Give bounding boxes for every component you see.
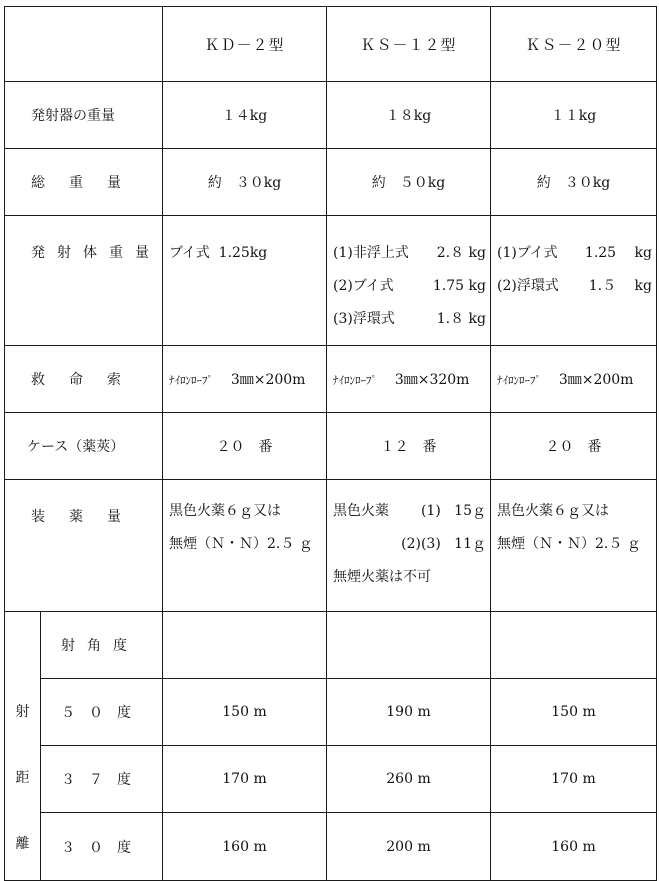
projectile-ks20-value-1: 1.25 kg — [584, 245, 652, 261]
case-ks20: ２０ 番 — [491, 413, 657, 480]
specification-table — [4, 6, 657, 881]
charge-ks20 — [491, 480, 657, 612]
charge-ks12-name-1: 黒色火薬 — [333, 503, 389, 519]
projectile-ks12-name-3: (3)浮環式 — [333, 311, 395, 327]
angle-header-kd2 — [163, 612, 327, 679]
charge-kd2 — [163, 480, 327, 612]
charge-ks12-value-2: 11ｇ — [454, 536, 486, 552]
projectile-weight-ks12 — [327, 216, 491, 346]
range-50-ks12: 190 m — [327, 679, 491, 746]
charge-ks20-line-1: 黒色火薬６ｇ又は — [497, 503, 609, 519]
angle-header-ks12 — [327, 612, 491, 679]
rope-ks12-type: ﾅｲﾛﾝﾛｰﾌﾟ — [333, 374, 377, 387]
projectile-weight-label: 発射体重量 — [5, 216, 163, 346]
projectile-weight-ks20 — [491, 216, 657, 346]
projectile-ks12-name-1: (1)非浮上式 — [333, 245, 409, 261]
charge-ks12-sub-2: (2)(3) — [401, 536, 441, 552]
range-30-ks12: 200 m — [327, 813, 491, 881]
projectile-kd2-name: ブイ式 — [169, 245, 210, 261]
total-weight-label: 総重量 — [5, 149, 163, 216]
rope-kd2 — [163, 346, 327, 413]
header-row — [5, 7, 657, 82]
total-weight-row — [5, 149, 657, 216]
range-angle-50: ５ ０ 度 — [41, 679, 163, 746]
total-weight-ks20: 約 ３０kg — [491, 149, 657, 216]
range-30-ks20: 160 m — [491, 813, 657, 881]
case-ks12: １２ 番 — [327, 413, 491, 480]
projectile-kd2-value: 1.25kg — [218, 245, 268, 261]
range-side-label — [5, 612, 41, 881]
range-30-kd2: 160 m — [163, 813, 327, 881]
rope-row — [5, 346, 657, 413]
charge-ks20-line-2: 無煙（Ｎ・Ｎ）2.５ ｇ — [497, 536, 641, 552]
projectile-ks20-name-1: (1)ブイ式 — [497, 245, 558, 261]
projectile-ks20-name-2: (2)浮環式 — [497, 278, 559, 294]
launcher-weight-ks20: １１kg — [491, 82, 657, 149]
range-row — [5, 746, 657, 813]
rope-ks20-type: ﾅｲﾛﾝﾛｰﾌﾟ — [497, 374, 541, 387]
launcher-weight-label: 発射器の重量 — [5, 82, 163, 149]
projectile-ks12-name-2: (2)ブイ式 — [333, 278, 394, 294]
corner-cell — [5, 7, 163, 82]
range-50-ks20: 150 m — [491, 679, 657, 746]
rope-ks20 — [491, 346, 657, 413]
rope-ks20-spec: 3㎜×200m — [558, 372, 634, 388]
charge-row — [5, 480, 657, 612]
range-50-kd2: 150 m — [163, 679, 327, 746]
range-angle-37: ３ ７ 度 — [41, 746, 163, 813]
projectile-ks12-value-1: 2.８ kg — [436, 245, 486, 261]
angle-header-label: 射角度 — [41, 612, 163, 679]
range-37-ks20: 170 m — [491, 746, 657, 813]
range-side-char-1: 射 — [15, 704, 30, 720]
total-weight-ks12: 約 ５０kg — [327, 149, 491, 216]
range-37-ks12: 260 m — [327, 746, 491, 813]
projectile-ks12-value-3: 1.８ kg — [436, 311, 486, 327]
rope-kd2-type: ﾅｲﾛﾝﾛｰﾌﾟ — [169, 374, 213, 387]
header-kd2: ＫＤ－２型 — [163, 7, 327, 82]
header-ks12: ＫＳ－１２型 — [327, 7, 491, 82]
range-row — [5, 813, 657, 881]
angle-header-row — [5, 612, 657, 679]
charge-ks12 — [327, 480, 491, 612]
launcher-weight-kd2: １４kg — [163, 82, 327, 149]
rope-ks12-spec: 3㎜×320m — [394, 372, 470, 388]
rope-kd2-spec: 3㎜×200m — [230, 372, 306, 388]
projectile-ks12-value-2: 1.75 kg — [432, 278, 486, 294]
total-weight-kd2: 約 ３０kg — [163, 149, 327, 216]
case-kd2: ２０ 番 — [163, 413, 327, 480]
launcher-weight-row — [5, 82, 657, 149]
range-angle-30: ３ ０ 度 — [41, 813, 163, 881]
charge-ks12-note: 無煙火薬は不可 — [333, 569, 431, 585]
projectile-weight-row — [5, 216, 657, 346]
charge-kd2-line-2: 無煙（Ｎ・Ｎ）2.５ ｇ — [169, 536, 313, 552]
rope-label: 救命索 — [5, 346, 163, 413]
charge-ks12-value-1: 15ｇ — [454, 503, 486, 519]
case-row — [5, 413, 657, 480]
projectile-weight-kd2 — [163, 216, 327, 346]
projectile-ks20-value-2: 1.５ kg — [588, 278, 652, 294]
charge-kd2-line-1: 黒色火薬６ｇ又は — [169, 503, 281, 519]
range-row — [5, 679, 657, 746]
rope-ks12 — [327, 346, 491, 413]
range-side-char-2: 距 — [15, 770, 30, 786]
launcher-weight-ks12: １８kg — [327, 82, 491, 149]
range-side-char-3: 離 — [15, 836, 30, 852]
charge-label: 装薬量 — [5, 480, 163, 612]
range-37-kd2: 170 m — [163, 746, 327, 813]
header-ks20: ＫＳ－２０型 — [491, 7, 657, 82]
angle-header-ks20 — [491, 612, 657, 679]
charge-ks12-sub-1: (1) — [420, 503, 441, 519]
case-label: ケース（薬莢） — [5, 413, 163, 480]
